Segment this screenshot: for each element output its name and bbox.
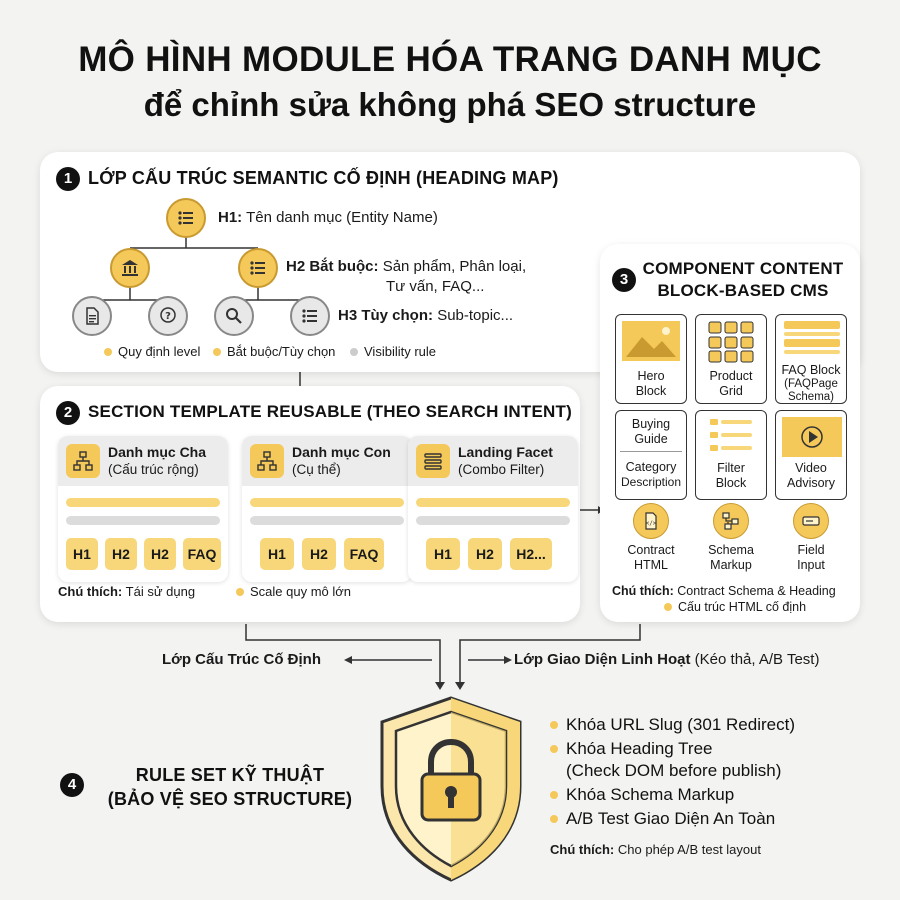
list-icon bbox=[416, 444, 450, 478]
h2-row bbox=[286, 256, 526, 278]
block-label: (FAQPage bbox=[784, 378, 838, 390]
heading-chip: FAQ bbox=[183, 538, 221, 570]
search-icon bbox=[214, 296, 254, 336]
h3-row bbox=[338, 305, 513, 327]
code-file-icon bbox=[633, 503, 669, 539]
section4-note bbox=[550, 842, 761, 857]
block-label: Description bbox=[620, 475, 682, 489]
legend-item: Visibility rule bbox=[350, 344, 436, 359]
template-card-title: Danh mục Con bbox=[292, 444, 391, 460]
block-card bbox=[695, 410, 767, 500]
rule-item: Khóa Heading Tree bbox=[548, 738, 795, 760]
section1-badge: 1 bbox=[56, 167, 80, 191]
divider bbox=[620, 451, 682, 452]
section2-note bbox=[58, 584, 195, 599]
question-chat-icon bbox=[148, 296, 188, 336]
block-label: Product bbox=[709, 369, 753, 383]
block-label: Filter bbox=[717, 461, 745, 475]
rule-item: Khóa Schema Markup bbox=[548, 784, 795, 806]
block-card bbox=[615, 314, 687, 404]
filter-icon bbox=[710, 417, 752, 455]
list-icon bbox=[166, 198, 206, 238]
template-card-sub: (Cụ thể) bbox=[292, 462, 341, 477]
section1-title: LỚP CẤU TRÚC SEMANTIC CỐ ĐỊNH (HEADING MAP) bbox=[88, 168, 559, 188]
flexible-layer-title: Lớp Giao Diện Linh Hoạt bbox=[514, 651, 691, 668]
legend-item: Quy định level bbox=[104, 344, 200, 359]
faq-list-icon bbox=[784, 321, 840, 361]
section2-note-2 bbox=[236, 584, 351, 599]
section3-title-2: BLOCK-BASED CMS bbox=[657, 281, 829, 300]
round-label: Schema bbox=[708, 543, 754, 557]
placeholder-bar bbox=[66, 498, 220, 507]
h3-text: Sub-topic... bbox=[437, 307, 514, 324]
template-card-sub: (Cấu trúc rộng) bbox=[108, 462, 199, 477]
section4-title-1: RULE SET KỸ THUẬT bbox=[135, 765, 325, 785]
template-card bbox=[408, 436, 578, 582]
h2-text: Sản phẩm, Phân loại, bbox=[382, 258, 527, 275]
block-label: Buying bbox=[631, 417, 671, 431]
flexible-layer-sub: (Kéo thả, A/B Test) bbox=[694, 651, 820, 668]
sitemap-icon bbox=[66, 444, 100, 478]
note-dot bbox=[664, 603, 672, 611]
block-card bbox=[775, 410, 847, 500]
svg-text:?: ? bbox=[165, 311, 171, 322]
schema-icon bbox=[713, 503, 749, 539]
block-card bbox=[615, 410, 687, 500]
shield-lock-icon bbox=[376, 694, 526, 884]
heading-chip: FAQ bbox=[344, 538, 384, 570]
section4-badge: 4 bbox=[60, 773, 84, 797]
block-card bbox=[775, 314, 847, 404]
heading-chip: H2 bbox=[302, 538, 336, 570]
template-card-title: Landing Facet bbox=[458, 444, 553, 460]
list-icon bbox=[238, 248, 278, 288]
video-play-icon bbox=[782, 417, 842, 457]
block-label: Block bbox=[635, 384, 667, 398]
round-label: HTML bbox=[633, 558, 669, 572]
round-label: Markup bbox=[710, 558, 752, 572]
input-field-icon bbox=[793, 503, 829, 539]
note-text: Scale quy mô lớn bbox=[250, 584, 352, 599]
svg-text:</>: </> bbox=[645, 520, 657, 527]
section2-badge: 2 bbox=[56, 401, 80, 425]
note-label: Chú thích: bbox=[612, 584, 674, 598]
rule-list bbox=[548, 714, 795, 830]
block-card bbox=[695, 314, 767, 404]
block-label: Hero bbox=[637, 369, 665, 383]
heading-chip: H1 bbox=[426, 538, 460, 570]
note-label: Chú thích: bbox=[58, 584, 123, 599]
section2-title: SECTION TEMPLATE REUSABLE (THEO SEARCH INTENT) bbox=[88, 402, 572, 421]
document-icon bbox=[72, 296, 112, 336]
rule-item-cont: (Check DOM before publish) bbox=[566, 761, 782, 780]
placeholder-bar bbox=[416, 516, 570, 525]
section3-title-1: COMPONENT CONTENT bbox=[642, 259, 844, 278]
block-label: Schema) bbox=[787, 391, 835, 403]
note-dot bbox=[236, 588, 244, 596]
rule-item: A/B Test Giao Diện An Toàn bbox=[548, 808, 795, 830]
legend-item: Bắt buộc/Tùy chọn bbox=[213, 344, 335, 359]
round-label: Field bbox=[797, 543, 825, 557]
grid-icon bbox=[708, 321, 754, 363]
main-title: MÔ HÌNH MODULE HÓA TRANG DANH MỤC bbox=[78, 40, 822, 79]
flexible-layer-label bbox=[514, 651, 819, 668]
main-subtitle: để chỉnh sửa không phá SEO structure bbox=[143, 86, 757, 123]
heading-chip: H1 bbox=[260, 538, 294, 570]
heading-chip: H2... bbox=[510, 538, 552, 570]
section3-badge: 3 bbox=[612, 268, 636, 292]
sitemap-icon bbox=[250, 444, 284, 478]
list-icon bbox=[290, 296, 330, 336]
block-label: Grid bbox=[719, 384, 743, 398]
round-label: Input bbox=[797, 558, 825, 572]
section3-note-2 bbox=[664, 600, 806, 614]
round-label: Contract bbox=[627, 543, 675, 557]
note-text: Cho phép A/B test layout bbox=[617, 842, 761, 857]
heading-chip: H2 bbox=[468, 538, 502, 570]
note-text: Contract Schema & Heading bbox=[677, 584, 836, 598]
h1-text: Tên danh mục (Entity Name) bbox=[246, 209, 438, 226]
block-label: Category bbox=[625, 460, 677, 474]
placeholder-bar bbox=[250, 516, 404, 525]
fixed-layer-label: Lớp Cấu Trúc Cố Định bbox=[162, 651, 321, 668]
note-label: Chú thích: bbox=[550, 842, 615, 857]
heading-chip: H2 bbox=[105, 538, 137, 570]
block-label: Advisory bbox=[787, 476, 835, 490]
placeholder-bar bbox=[250, 498, 404, 507]
section3-note bbox=[612, 584, 836, 598]
heading-chip: H2 bbox=[144, 538, 176, 570]
image-icon bbox=[622, 321, 680, 361]
heading-chip: H1 bbox=[66, 538, 98, 570]
legend-dot bbox=[350, 348, 358, 356]
rule-item: Khóa URL Slug (301 Redirect) bbox=[548, 714, 795, 736]
legend-dot bbox=[213, 348, 221, 356]
block-label: Video bbox=[795, 461, 827, 475]
template-card-title: Danh mục Cha bbox=[108, 444, 207, 460]
placeholder-bar bbox=[416, 498, 570, 507]
h1-label: H1: bbox=[218, 209, 243, 226]
template-card bbox=[58, 436, 228, 582]
template-card-sub: (Combo Filter) bbox=[458, 462, 545, 477]
note-text: Tái sử dụng bbox=[125, 584, 196, 599]
h2-text-cont: Tư vấn, FAQ... bbox=[386, 278, 485, 295]
h3-label: H3 Tùy chọn: bbox=[338, 307, 434, 324]
block-label: Guide bbox=[634, 432, 668, 446]
block-label: Block bbox=[715, 476, 747, 490]
section4-title-2: (BẢO VỆ SEO STRUCTURE) bbox=[107, 789, 353, 809]
h1-row bbox=[218, 207, 438, 229]
note-text: Cấu trúc HTML cố định bbox=[678, 600, 807, 614]
h2-label: H2 Bắt buộc: bbox=[286, 258, 379, 275]
bank-icon bbox=[110, 248, 150, 288]
legend-dot bbox=[104, 348, 112, 356]
block-label: FAQ Block bbox=[781, 363, 841, 377]
template-card bbox=[242, 436, 412, 582]
placeholder-bar bbox=[66, 516, 220, 525]
